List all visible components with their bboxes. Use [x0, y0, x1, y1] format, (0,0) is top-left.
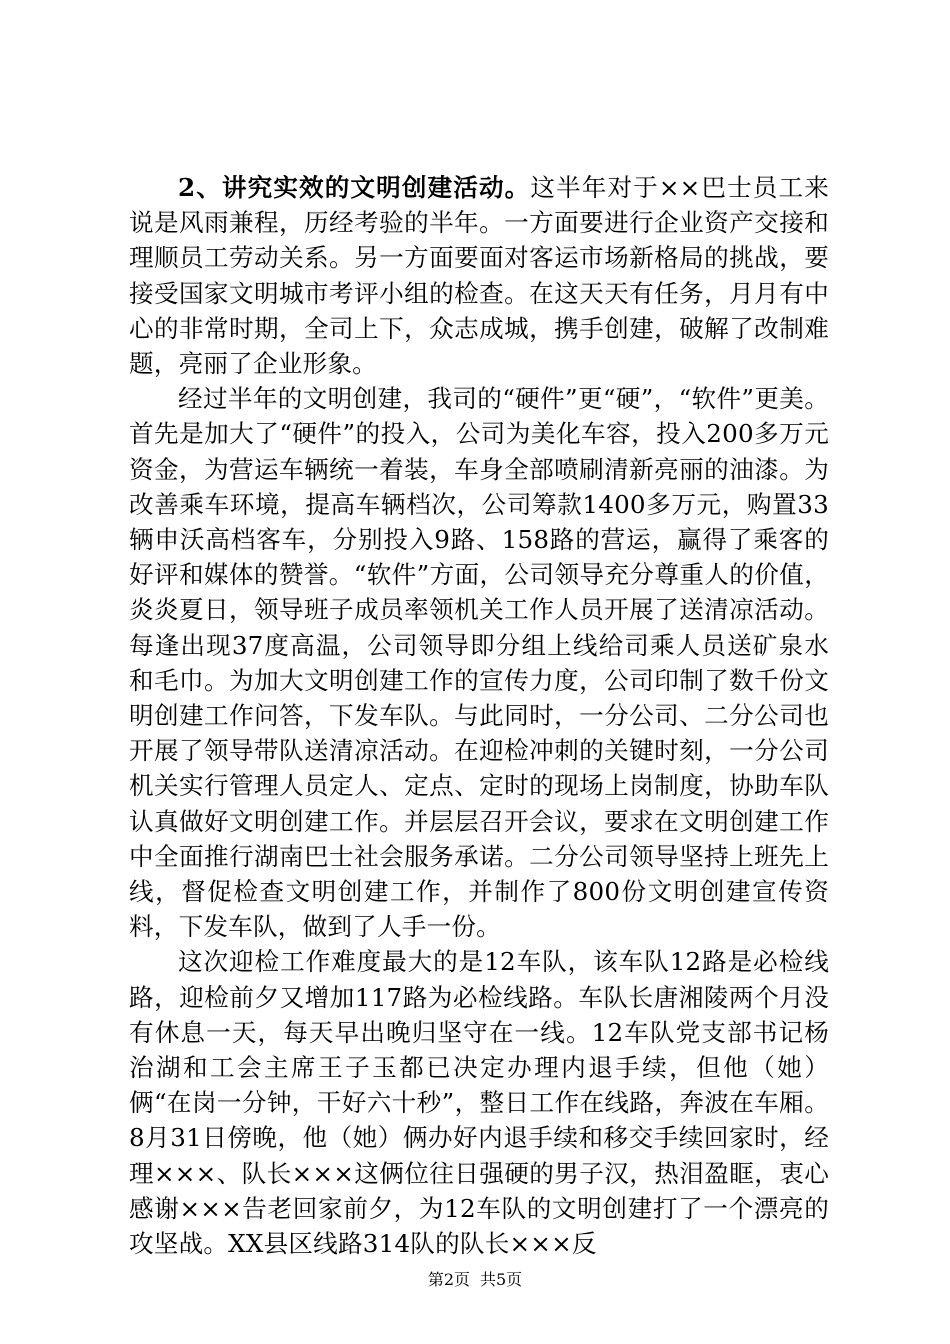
page-number: 第2页: [427, 1270, 470, 1289]
paragraph-2: [129, 381, 829, 944]
paragraph-text: 经过半年的文明创建，我司的“硬件”更“硬”，“软件”更美。首先是加大了“硬件”的投入，公司为美化车容，投入200多万元资金，为营运车辆统一着装，车身全部喷刷清新亮丽的油漆。为改善乘车环境，提高车辆档次，公司筹款1400多万元，购置33辆申沃高档客车，分别投入9路、158路的营运，赢得了乘客的好评和媒体的赞誉。“软件”方面，公司领导充分尊重人的价值，炎炎夏日，领导班子成员率领机关工作人员开展了送清凉活动。每逢出现37度高温，公司领导即分组上线给司乘人员送矿泉水和毛巾。为加大文明创建工作的宣传力度，公司印制了数千份文明创建工作问答，下发车队。与此同时，一分公司、二分公司也开展了领导带队送清凉活动。在迎检冲刺的关键时刻，一分公司机关实行管理人员定人、定点、定时的现场上岗制度，协助车队认真做好文明创建工作。并层层召开会议，要求在文明创建工作中全面推行湖南巴士社会服务承诺。二分公司领导坚持上班先上线，督促检查文明创建工作，并制作了800份文明创建宣传资料，下发车队，做到了人手一份。: [129, 384, 829, 942]
paragraph-1: [129, 170, 829, 381]
document-body: [129, 170, 829, 1261]
page-footer: [0, 1270, 950, 1290]
paragraph-text: 这半年对于××巴士员工来说是风雨兼程，历经考验的半年。一方面要进行企业资产交接和理顺员工劳动关系。另一方面要面对客运市场新格局的挑战，要接受国家文明城市考评小组的检查。在这天天有任务，月月有中心的非常时期，全司上下，众志成城，携手创建，破解了改制难题，亮丽了企业形象。: [129, 173, 829, 379]
section-heading: 2、讲究实效的文明创建活动。: [178, 173, 531, 202]
paragraph-3: [129, 944, 829, 1261]
paragraph-text: 这次迎检工作难度最大的是12车队，该车队12路是必检线路，迎检前夕又增加117路为必检线路。车队长唐湘陵两个月没有休息一天，每天早出晚归坚守在一线。12车队党支部书记杨治湖和工会主席王子玉都已决定办理内退手续，但他（她）俩“在岗一分钟，干好六十秒”，整日工作在线路，奔波在车厢。8月31日傍晚，他（她）俩办好内退手续和移交手续回家时，经理×××、队长×××这俩位往日强硬的男子汉，热泪盈眶，衷心感谢×××告老回家前夕，为12车队的文明创建打了一个漂亮的攻坚战。XX县区线路314队的队长×××反: [129, 947, 829, 1259]
page-total: 共5页: [480, 1270, 523, 1289]
